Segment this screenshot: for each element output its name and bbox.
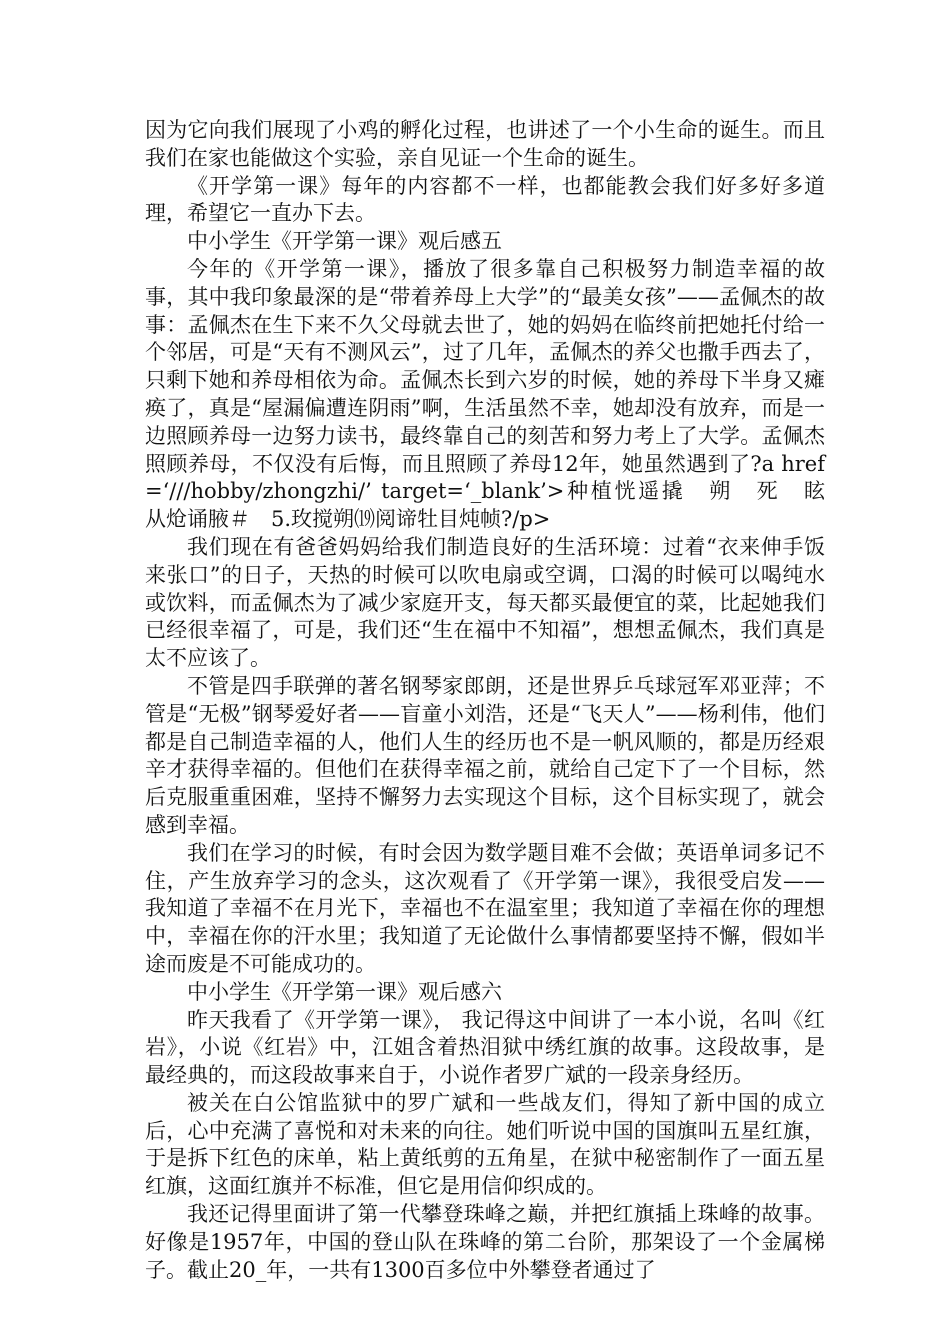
section-heading: 中小学生《开学第一课》观后感五	[187, 229, 502, 254]
paragraph: 昨天我看了《开学第一课》， 我记得这中间讲了一本小说，名叫《红岩》，小说《红岩》中，江姐含着热泪狱中绣红旗的故事。这段故事，是最经典的，而这段故事来自于，小说作者罗广斌的一段亲身经历。	[145, 1007, 825, 1088]
paragraph: 《开学第一课》每年的内容都不一样，也都能教会我们好多好多道理，希望它一直办下去。	[145, 173, 825, 226]
paragraph: 我们现在有爸爸妈妈给我们制造良好的生活环境：过着“衣来伸手饭来张口”的日子，天热的时候可以吹电扇或空调，口渴的时候可以喝纯水或饮料，而孟佩杰为了减少家庭开支，每天都买最便宜的菜，比起她我们已经很幸福了，可是，我们还“生在福中不知福”，想想孟佩杰，我们真是太不应该了。	[145, 534, 825, 671]
paragraph: 被关在白公馆监狱中的罗广斌和一些战友们，得知了新中国的成立后，心中充满了喜悦和对未来的向往。她们听说中国的国旗叫五星红旗，于是拆下红色的床单，粘上黄纸剪的五角星，在狱中秘密制作了一面五星红旗，这面红旗并不标准，但它是用信仰织成的。	[145, 1090, 825, 1199]
paragraph: 不管是四手联弹的著名钢琴家郎朗，还是世界乒乓球冠军邓亚萍；不管是“无极”钢琴爱好者——盲童小刘浩，还是“飞天人”——杨利伟，他们都是自己制造幸福的人，他们人生的经历也不是一帆风顺的，都是历经艰辛才获得幸福的。但他们在获得幸福之前，就给自己定下了一个目标，然后克服重重困难，坚持不懈努力去实现这个目标，这个目标实现了，就会感到幸福。	[145, 673, 825, 837]
document-body	[145, 117, 846, 1284]
paragraph: 因为它向我们展现了小鸡的孵化过程，也讲述了一个小生命的诞生。而且我们在家也能做这个实验，亲自见证一个生命的诞生。	[145, 118, 825, 170]
paragraph: 我们在学习的时候，有时会因为数学题目难不会做；英语单词多记不住，产生放弃学习的念头，这次观看了《开学第一课》，我很受启发——我知道了幸福不在月光下，幸福也不在温室里；我知道了幸福在你的理想中，幸福在你的汗水里；我知道了无论做什么事情都要坚持不懈，假如半途而废是不可能成功的。	[145, 840, 825, 976]
paragraph: 今年的《开学第一课》，播放了很多靠自己积极努力制造幸福的故事，其中我印象最深的是“带着养母上大学”的“最美女孩”——孟佩杰的故事：孟佩杰在生下来不久父母就去世了，她的妈妈在临终前把她托付给一个邻居，可是“天有不测风云”，过了几年，孟佩杰的养父也撒手西去了，只剩下她和养母相依为命。孟佩杰长到六岁的时候，她的养母下半身又瘫痪了，真是“屋漏偏遭连阴雨”啊，生活虽然不幸，她却没有放弃，而是一边照顾养母一边努力读书，最终靠自己的刻苦和努力考上了大学。孟佩杰照顾养母，不仅没有后悔，而且照顾了养母12年，她虽然遇到了?a href=‘///hobby/zhongzhi/’ target=‘_blank’>种植恍遥撬 朔 死 眩 从炝诵腋＃ 5.玫搅朔⒆阅谛牡目炖帧?/p>	[145, 256, 846, 532]
section-heading: 中小学生《开学第一课》观后感六	[187, 979, 502, 1004]
paragraph: 我还记得里面讲了第一代攀登珠峰之巅，并把红旗插上珠峰的故事。好像是1957年，中国的登山队在珠峰的第二台阶，那架设了一个金属梯子。截止20_年，一共有1300百多位中外攀登者通过了	[145, 1202, 825, 1282]
